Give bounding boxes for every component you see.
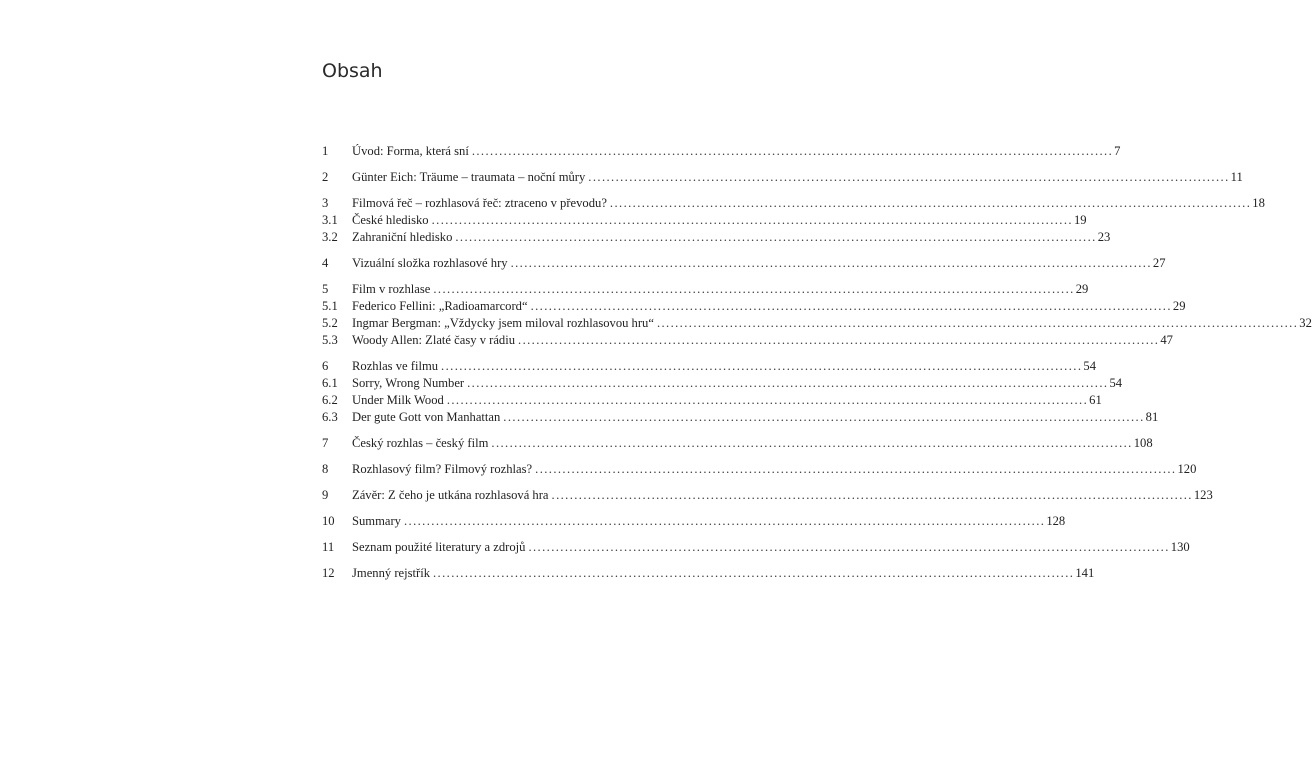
toc-dot-leader: ............................................................................................................................................. [528, 540, 1170, 554]
toc-dot-leader: ............................................................................................................................................. [551, 488, 1193, 502]
toc-entry-title: Jmenný rejstřík [352, 566, 430, 580]
toc-entry-page: 54 [1083, 359, 1096, 373]
toc-entry-title: Rozhlasový film? Filmový rozhlas? [352, 462, 533, 476]
toc-entry-page: 27 [1152, 256, 1166, 270]
toc-entry[interactable] [322, 461, 1197, 478]
toc-entry[interactable] [322, 169, 1243, 186]
toc-entry-page: 29 [1172, 299, 1186, 313]
toc-entry-title: Seznam použité literatury a zdrojů [352, 540, 526, 554]
toc-entry[interactable] [322, 212, 1087, 229]
toc-dot-leader: ............................................................................................................................................. [609, 196, 1252, 210]
toc-dot-leader: ............................................................................................................................................. [431, 213, 1073, 227]
toc-entry-number: 3.1 [322, 213, 338, 227]
toc-entry-page: 23 [1097, 230, 1111, 244]
toc-entry-title: Závěr: Z čeho je utkána rozhlasová hra [352, 488, 549, 502]
toc-entry-number: 2 [322, 170, 329, 184]
toc-entry-title: Ingmar Bergman: „Vždycky jsem miloval rozhlasovou hru“ [352, 316, 654, 330]
toc-entry-title: Český rozhlas – český film [352, 436, 489, 450]
toc-entry-number: 9 [322, 488, 329, 502]
toc-dot-leader: ............................................................................................................................................. [433, 566, 1075, 580]
toc-dot-leader: ............................................................................................................................................. [656, 316, 1299, 330]
toc-entry-title: Federico Fellini: „Radioamarcord“ [352, 299, 528, 313]
toc-entry[interactable] [322, 298, 1186, 315]
toc-entry[interactable] [322, 565, 1095, 582]
toc-entry-title: Sorry, Wrong Number [352, 376, 465, 390]
toc-dot-leader: ............................................................................................................................................. [433, 282, 1075, 296]
toc-entry-number: 3.2 [322, 230, 338, 244]
toc-entry-title: Rozhlas ve filmu [352, 359, 439, 373]
toc-dot-leader: ............................................................................................................................................. [535, 462, 1177, 476]
toc-entry-page: 19 [1073, 213, 1087, 227]
toc-entry-title: Under Milk Wood [352, 393, 444, 407]
table-of-contents [322, 143, 1312, 582]
toc-entry-number: 4 [322, 256, 329, 270]
toc-entry-title: České hledisko [352, 213, 429, 227]
toc-entry-title: Summary [352, 514, 401, 528]
toc-entry-number: 6.3 [322, 410, 338, 424]
toc-entry-title: Filmová řeč – rozhlasová řeč: ztraceno v převodu? [352, 196, 607, 210]
toc-entry-title: Vizuální složka rozhlasové hry [352, 256, 508, 270]
toc-entry-page: 32 [1299, 316, 1312, 330]
toc-entry-title: Günter Eich: Träume – traumata – noční můry [352, 170, 586, 184]
toc-entry[interactable] [322, 375, 1123, 392]
toc-entry[interactable] [322, 487, 1213, 504]
toc-entry[interactable] [322, 195, 1265, 212]
toc-entry-page: 141 [1075, 566, 1095, 580]
toc-entry-page: 47 [1160, 333, 1173, 347]
toc-entry-number: 10 [322, 514, 335, 528]
toc-entry-number: 6.2 [322, 393, 338, 407]
toc-entry-number: 11 [322, 540, 335, 554]
toc-dot-leader: ............................................................................................................................................. [518, 333, 1160, 347]
toc-entry-title: Film v rozhlase [352, 282, 431, 296]
toc-entry-number: 5.2 [322, 316, 338, 330]
toc-entry-page: 128 [1046, 514, 1066, 528]
toc-entry[interactable] [322, 229, 1111, 246]
toc-entry-number: 6.1 [322, 376, 338, 390]
toc-entry-page: 11 [1230, 170, 1243, 184]
toc-dot-leader: ............................................................................................................................................. [455, 230, 1097, 244]
toc-entry-page: 18 [1252, 196, 1265, 210]
toc-dot-leader: ............................................................................................................................................. [491, 436, 1133, 450]
toc-entry[interactable] [322, 332, 1173, 349]
toc-entry[interactable] [322, 143, 1121, 160]
toc-entry-number: 1 [322, 144, 329, 158]
toc-entry-number: 8 [322, 462, 329, 476]
toc-entry[interactable] [322, 513, 1066, 530]
toc-dot-leader: ............................................................................................................................................. [467, 376, 1109, 390]
toc-entry[interactable] [322, 539, 1190, 556]
toc-entry-page: 120 [1177, 462, 1197, 476]
toc-entry[interactable] [322, 281, 1089, 298]
toc-entry[interactable] [322, 392, 1102, 409]
toc-entry-title: Zahraniční hledisko [352, 230, 453, 244]
toc-entry-title: Úvod: Forma, která sní [352, 144, 469, 158]
toc-entry-page: 29 [1075, 282, 1089, 296]
toc-entry-number: 7 [322, 436, 329, 450]
toc-entry-number: 5.1 [322, 299, 338, 313]
toc-entry-page: 54 [1109, 376, 1123, 390]
toc-entry[interactable] [322, 255, 1166, 272]
toc-entry-page: 61 [1089, 393, 1102, 407]
toc-dot-leader: ............................................................................................................................................. [441, 359, 1083, 373]
page-title: Obsah [322, 60, 383, 82]
toc-entry[interactable] [322, 409, 1159, 426]
toc-dot-leader: ............................................................................................................................................. [471, 144, 1114, 158]
toc-dot-leader: ............................................................................................................................................. [510, 256, 1152, 270]
toc-entry-number: 3 [322, 196, 329, 210]
toc-dot-leader: ............................................................................................................................................. [503, 410, 1145, 424]
toc-dot-leader: ............................................................................................................................................. [403, 514, 1046, 528]
toc-entry-number: 6 [322, 359, 329, 373]
toc-entry[interactable] [322, 435, 1153, 452]
toc-entry-title: Woody Allen: Zlaté časy v rádiu [352, 333, 516, 347]
toc-dot-leader: ............................................................................................................................................. [530, 299, 1172, 313]
toc-dot-leader: ............................................................................................................................................. [446, 393, 1089, 407]
toc-entry[interactable] [322, 358, 1096, 375]
toc-entry-page: 123 [1193, 488, 1213, 502]
toc-dot-leader: ............................................................................................................................................. [588, 170, 1230, 184]
toc-entry-page: 130 [1170, 540, 1190, 554]
toc-entry-page: 81 [1145, 410, 1159, 424]
toc-entry-page: 7 [1114, 144, 1121, 158]
toc-entry-page: 108 [1133, 436, 1153, 450]
toc-entry-number: 5.3 [322, 333, 338, 347]
toc-entry[interactable] [322, 315, 1312, 332]
toc-entry-number: 5 [322, 282, 329, 296]
toc-entry-title: Der gute Gott von Manhattan [352, 410, 501, 424]
toc-entry-number: 12 [322, 566, 335, 580]
